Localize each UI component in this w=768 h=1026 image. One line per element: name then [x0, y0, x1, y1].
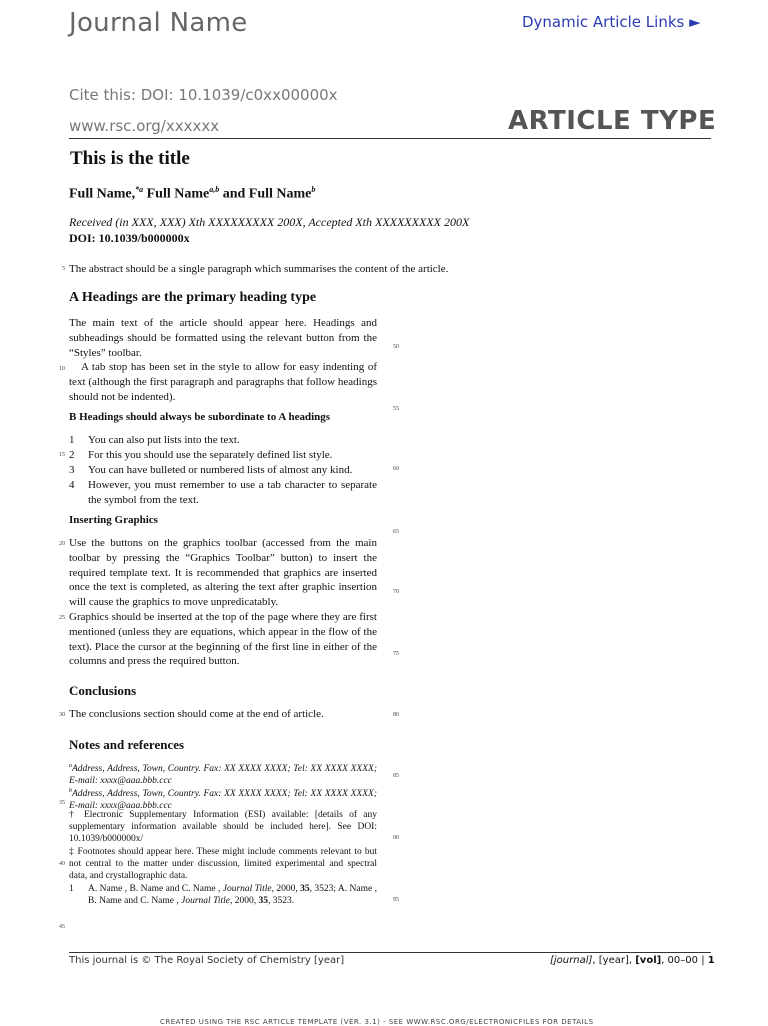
- paragraph: The main text of the article should appear here. Headings and subheadings should be formatted using the relevant button from the “Styles” toolbar.: [69, 317, 377, 359]
- heading-notes: Notes and references: [69, 737, 185, 752]
- heading-conclusions: Conclusions: [69, 683, 137, 698]
- line-number: 75: [393, 651, 399, 657]
- reference-journal: Journal Title: [181, 896, 230, 907]
- author-list: [69, 185, 315, 203]
- footer-citation: [550, 955, 715, 966]
- reference-authors: , 3523; A. Name , B. Name and C. Name ,: [88, 884, 377, 907]
- line-number: 65: [393, 529, 399, 535]
- list-text: You can also put lists into the text.: [88, 434, 240, 446]
- list-text: You can have bulleted or numbered lists of almost any kind.: [88, 464, 353, 476]
- author-2-affil: a,b: [209, 185, 220, 194]
- paragraph-text: A tab stop has been set in the style to allow for easy indenting of text (although the first paragraph and paragraphs that follow headings should not be indented).: [69, 361, 377, 403]
- line-number: 5: [62, 266, 65, 272]
- note-esi: † Electronic Supplementary Information (ESI) available: [details of any supplementary information available should be included here]. See DOI: 10.1039/b000000x/: [69, 810, 377, 845]
- template-notice: CREATED USING THE RSC ARTICLE TEMPLATE (VER. 3.1) - SEE WWW.RSC.ORG/ELECTRONICFILES FOR DETAILS: [160, 1018, 594, 1026]
- footer-volume: [vol]: [635, 955, 662, 966]
- line-number: 80: [393, 712, 399, 718]
- article-title: This is the title: [70, 148, 190, 169]
- list-number: 1: [69, 434, 75, 446]
- footer-journal: [journal]: [550, 955, 593, 966]
- list-number: 4: [69, 479, 75, 491]
- list-text: However, you must remember to use a tab character to separate the symbol from the text.: [88, 479, 377, 506]
- note-affiliation-a: [69, 760, 377, 788]
- conclusions-text: The conclusions section should come at the end of article.: [69, 708, 324, 720]
- line-number: 15: [59, 452, 65, 458]
- line-number: 85: [393, 773, 399, 779]
- reference-authors: A. Name , B. Name and C. Name ,: [88, 884, 223, 894]
- line-number: 60: [393, 466, 399, 472]
- author-2: Full Name: [143, 186, 210, 202]
- reference-volume: 35: [300, 884, 310, 894]
- line-number: 40: [59, 861, 65, 867]
- footer-pages: , 00–00 |: [661, 955, 708, 966]
- heading-b: B Headings should always be subordinate to A headings: [69, 411, 331, 423]
- article-doi: DOI: 10.1039/b000000x: [69, 231, 190, 245]
- author-1: Full Name,: [69, 186, 136, 202]
- line-number: 70: [393, 589, 399, 595]
- note-marker: b: [69, 788, 72, 794]
- footer-year: , [year],: [592, 955, 636, 966]
- list-text: For this you should use the separately defined list style.: [88, 449, 333, 461]
- line-number: 50: [393, 344, 399, 350]
- dynamic-article-links[interactable]: Dynamic Article Links ►: [522, 13, 701, 31]
- received-dates: Received (in XXX, XXX) Xth XXXXXXXXX 200X, Accepted Xth XXXXXXXXX 200X: [69, 215, 470, 229]
- cite-doi: Cite this: DOI: 10.1039/c0xx00000x: [69, 86, 338, 104]
- abstract: The abstract should be a single paragraph which summarises the content of the article.: [69, 263, 449, 275]
- author-3: and Full Name: [219, 186, 312, 202]
- paragraph-indented: [69, 360, 377, 404]
- reference-number: 1: [69, 884, 74, 894]
- journal-url[interactable]: www.rsc.org/xxxxxx: [69, 117, 220, 135]
- paragraph: Graphics should be inserted at the top of the page where they are first mentioned (unless they are equations, which appear in the flow of the text). Place the cursor at the beginning of the first line in either of the columns and press the required button.: [69, 611, 377, 668]
- line-number: 30: [59, 712, 65, 718]
- line-number: 20: [59, 541, 65, 547]
- paragraph: Use the buttons on the graphics toolbar (accessed from the main toolbar by pressing the “Graphics Toolbar” button) to insert the required template text. It is recommended that graphics are inserted once the text is completed, as altering the text after graphic insertion will cause the graphics to move unpredicatably.: [69, 537, 377, 609]
- note-marker: a: [69, 763, 72, 769]
- reference-text: [88, 883, 377, 907]
- line-number: 10: [59, 366, 65, 372]
- list-number: 3: [69, 464, 75, 476]
- line-number: 45: [59, 924, 65, 930]
- header-rule: [69, 138, 711, 139]
- list-number: 2: [69, 449, 75, 461]
- note-text: Address, Address, Town, Country. Fax: XX XXXX XXXX; Tel: XX XXXX XXXX; E-mail: xxxx@aaa.bbb.ccc: [69, 789, 377, 812]
- line-number: 55: [393, 406, 399, 412]
- reference-volume: 35: [258, 896, 268, 907]
- note-text: Address, Address, Town, Country. Fax: XX XXXX XXXX; Tel: XX XXXX XXXX; E-mail: xxxx@aaa.bbb.ccc: [69, 764, 377, 787]
- line-number: 25: [59, 615, 65, 621]
- author-1-affil: *a: [135, 185, 144, 194]
- footer-rule: [69, 952, 711, 953]
- footer-copyright: This journal is © The Royal Society of Chemistry [year]: [69, 955, 345, 966]
- line-number: 90: [393, 835, 399, 841]
- reference-pages: , 3523.: [267, 896, 295, 907]
- reference-year: , 2000,: [271, 884, 301, 894]
- reference-journal: Journal Title: [222, 884, 272, 894]
- reference-year: , 2000,: [229, 896, 259, 907]
- author-3-affil: b: [311, 185, 316, 194]
- journal-name: Journal Name: [69, 8, 248, 38]
- heading-c: Inserting Graphics: [69, 514, 158, 526]
- note-footnote: ‡ Footnotes should appear here. These might include comments relevant to but not central to the matter under discussion, limited experimental and spectral data, and crystallographic data.: [69, 847, 377, 882]
- heading-a: A Headings are the primary heading type: [69, 290, 317, 305]
- line-number: 95: [393, 897, 399, 903]
- article-type: ARTICLE TYPE: [508, 106, 717, 136]
- line-number: 35: [59, 800, 65, 806]
- page-number: 1: [707, 955, 715, 966]
